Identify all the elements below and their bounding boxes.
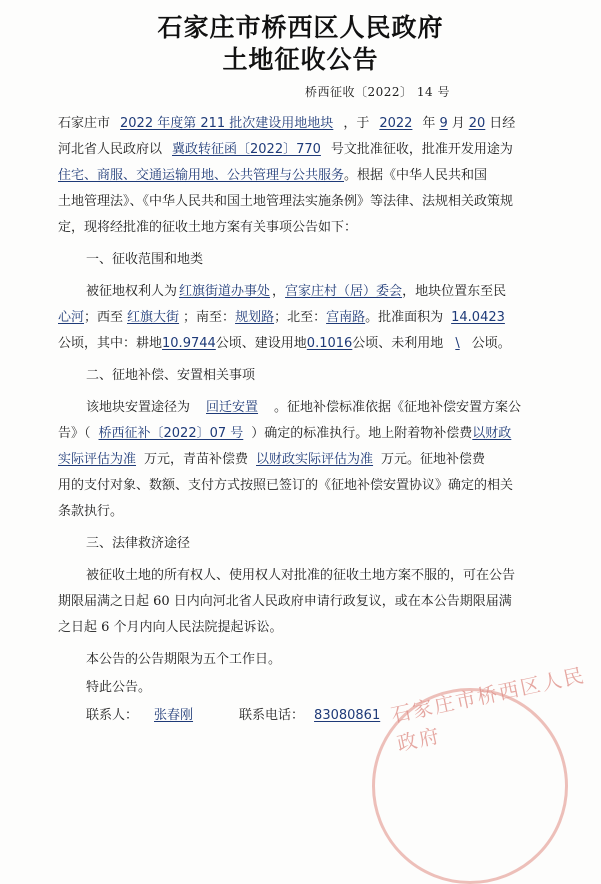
- section2-line3: 实际评估为准 万元，青苗补偿费 以财政实际评估为准 万元。征地补偿费: [58, 452, 486, 467]
- contact-person-label: 联系人：: [86, 708, 139, 723]
- crop-compensation-basis: 以财政实际评估为准: [256, 452, 374, 467]
- village-committee: 宫家庄村（居）委会: [285, 284, 403, 299]
- approval-document: 冀政转征函〔2022〕770: [172, 142, 321, 157]
- para1-line2: 河北省人民政府以 冀政转征函〔2022〕770 号文批准征收，批准开发用途为: [58, 142, 513, 157]
- west-boundary: 红旗大街: [127, 310, 180, 325]
- para1-line1: 石家庄市 2022 年度第 211 批次建设用地地块 ，于 2022 年 9 月 20 日经: [58, 116, 516, 131]
- section3-line1: 被征收土地的所有权人、使用权人对批准的征收土地方案不服的，可在公告: [86, 568, 516, 583]
- para1-line3: 住宅、商服、交通运输用地、公共管理与公共服务。根据《中华人民共和国: [58, 168, 488, 183]
- north-boundary: 宫南路: [326, 310, 366, 325]
- para1-line5: 定，现将经批准的征收土地方案有关事项公告如下：: [58, 220, 358, 235]
- closing-text: 特此公告。: [86, 680, 152, 695]
- section3-heading: 三、法律救济途径: [86, 536, 191, 551]
- land-use-purpose: 住宅、商服、交通运输用地、公共管理与公共服务: [58, 168, 345, 183]
- section2-line2: 告》（ 桥西征补〔2022〕07 号 ）确定的标准执行。地上附着物补偿费以财政: [58, 426, 512, 441]
- approval-day: 20: [468, 116, 486, 131]
- south-boundary: 规划路: [235, 310, 275, 325]
- batch-name: 2022 年度第 211 批次建设用地地块: [120, 116, 334, 131]
- section1-line2: 心河；西至 红旗大街 ；南至：规划路；北至：宫南路。批准面积为 14.0423: [58, 308, 578, 327]
- contact-phone: 83080861: [314, 708, 381, 723]
- approval-year: 2022: [379, 116, 413, 131]
- section2-heading: 二、征地补偿、安置相关事项: [86, 368, 256, 383]
- section3-line3: 之日起 6 个月内向人民法院提起诉讼。: [58, 620, 283, 635]
- section2-line4: 用的支付对象、数额、支付方式按照已签订的《征地补偿安置协议》确定的相关: [58, 478, 514, 493]
- farmland-area: 10.9744: [162, 336, 216, 351]
- compensation-plan-number: 桥西征补〔2022〕07 号: [98, 426, 244, 441]
- land-rights-holder: 红旗街道办事处: [179, 284, 271, 299]
- section1-heading: 一、征收范围和地类: [86, 252, 204, 267]
- east-boundary: 心河: [58, 310, 85, 325]
- attachment-compensation-basis: 以财政: [472, 426, 512, 441]
- resettlement-method: 回迁安置: [206, 400, 259, 415]
- document-subtitle: 土地征收公告: [222, 45, 379, 74]
- contact-phone-label: 联系电话：: [239, 708, 305, 723]
- section1-line3: 公顷，其中：耕地10.9744公顷、建设用地0.1016公顷、未利用地 \ 公顷。: [58, 336, 511, 351]
- notice-period: 本公告的公告期限为五个工作日。: [86, 652, 282, 667]
- document-number: 桥西征收〔2022〕 14 号: [305, 85, 450, 99]
- section3-line2: 期限届满之日起 60 日内向河北省人民政府申请行政复议，或在本公告期限届满: [58, 594, 512, 609]
- document-title: 石家庄市桥西区人民政府: [157, 13, 444, 42]
- attachment-compensation-basis-cont: 实际评估为准: [58, 452, 137, 467]
- section1-line1: 被征地权利人为 红旗街道办事处 ，宫家庄村（居）委会，地块位置东至民: [86, 284, 507, 299]
- contact-person: 张春刚: [154, 708, 194, 723]
- construction-land-area: 0.1016: [306, 336, 353, 351]
- section2-line5: 条款执行。: [58, 504, 124, 519]
- approved-area: 14.0423: [451, 310, 505, 325]
- approval-month: 9: [439, 116, 448, 131]
- unused-land-area: \: [455, 336, 460, 351]
- official-seal-text: 石家庄市桥西区人民政府: [388, 662, 588, 756]
- section2-line1: 该地块安置途径为 回迁安置 。征地补偿标准依据《征地补偿安置方案公: [86, 400, 522, 415]
- contact-line: [86, 706, 601, 725]
- para1-line4: 土地管理法》、《中华人民共和国土地管理法实施条例》等法律、法规相关政策规: [58, 194, 514, 209]
